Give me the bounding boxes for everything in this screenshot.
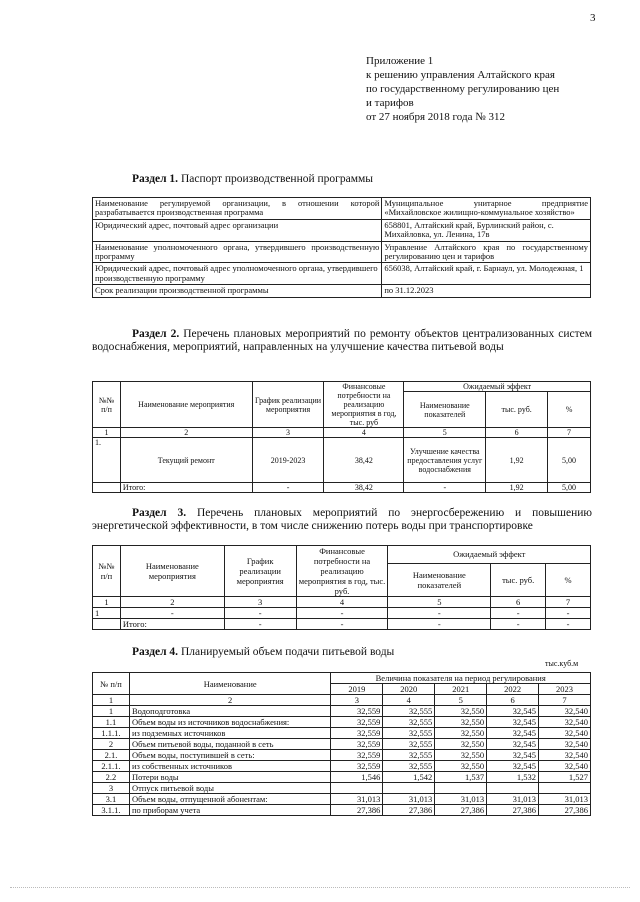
table-cell: [487, 783, 539, 794]
table-cell: 31,013: [435, 794, 487, 805]
table-row: [93, 805, 591, 816]
table-cell: 2: [120, 597, 224, 608]
table-cell: 38,42: [324, 438, 404, 483]
table-cell: 32,555: [383, 706, 435, 717]
table-cell: 32,545: [487, 706, 539, 717]
header-cell: 2023: [539, 684, 591, 695]
table-cell: 6: [491, 597, 546, 608]
header-cell: Наименование мероприятия: [120, 382, 252, 428]
table-cell: -: [388, 619, 491, 630]
header-cell: Наименование показателей: [388, 563, 491, 596]
table-cell: Наименование регулируемой организации, в отношении которой разрабатывается производственная программа: [93, 198, 382, 220]
section4-title: Раздел 4. Планируемый объем подачи питьевой воды: [132, 646, 395, 658]
table-cell: 32,555: [383, 739, 435, 750]
table-row: [93, 761, 591, 772]
table-cell: 2019-2023: [252, 438, 324, 483]
table-cell: 31,013: [487, 794, 539, 805]
table-cell: 32,545: [487, 750, 539, 761]
column-number-row: [93, 428, 591, 438]
header-cell: тыс. руб.: [486, 392, 548, 428]
table-cell: Объем воды, отпущенной абонентам:: [129, 794, 330, 805]
header-cell: Наименование: [129, 673, 330, 695]
header-cell: Финансовые потребности на реализацию мероприятия в год, тыс. руб: [324, 382, 404, 428]
table-cell: -: [296, 608, 388, 619]
header-cell: №№ п/п: [93, 382, 121, 428]
table-cell: 7: [539, 695, 591, 706]
table-total-row: [93, 483, 591, 493]
table-cell: 31,013: [331, 794, 383, 805]
table-cell: 1: [93, 608, 121, 619]
table-cell: 3: [224, 597, 296, 608]
table-cell: -: [224, 608, 296, 619]
appendix-header: [366, 54, 616, 124]
table-cell: 38,42: [324, 483, 404, 493]
table-cell: -: [388, 608, 491, 619]
table-header-row: [93, 673, 591, 684]
repair-measures-table: [92, 381, 591, 493]
table-cell: Муниципальное унитарное предприятие «Михайловское жилищно-коммунальное хозяйство»: [382, 198, 591, 220]
table-cell: 6: [486, 428, 548, 438]
table-cell: 1,92: [486, 483, 548, 493]
table-cell: -: [404, 483, 486, 493]
passport-table: [92, 197, 591, 298]
table-cell: [383, 783, 435, 794]
table-cell: Потери воды: [129, 772, 330, 783]
table-cell: 32,555: [383, 717, 435, 728]
header-cell: 2020: [383, 684, 435, 695]
table-cell: 32,540: [539, 728, 591, 739]
table-cell: 2: [93, 739, 130, 750]
table-cell: 1.: [93, 438, 121, 483]
header-cell: 2021: [435, 684, 487, 695]
table-cell: 32,540: [539, 706, 591, 717]
table-cell: 32,550: [435, 739, 487, 750]
table-cell: Объем питьевой воды, поданной в сеть: [129, 739, 330, 750]
header-cell: Финансовые потребности на реализацию мероприятия в год, тыс. руб.: [296, 546, 388, 597]
table-cell: 32,545: [487, 717, 539, 728]
table-row: [93, 219, 591, 241]
table-cell: 658801, Алтайский край, Бурлинский район, с. Михайловка, ул. Ленина, 17в: [382, 219, 591, 241]
table-cell: Текущий ремонт: [120, 438, 252, 483]
table-cell: 3.1.1.: [93, 805, 130, 816]
table-cell: 32,540: [539, 761, 591, 772]
table-cell: 3.1: [93, 794, 130, 805]
table-cell: -: [546, 608, 591, 619]
table-cell: -: [296, 619, 388, 630]
table-cell: 32,550: [435, 750, 487, 761]
table-cell: 3: [252, 428, 324, 438]
table-cell: 32,550: [435, 728, 487, 739]
table-cell: 27,386: [539, 805, 591, 816]
table-header-row: [93, 382, 591, 392]
table-cell: 32,559: [331, 750, 383, 761]
table-cell: 3: [93, 783, 130, 794]
table-cell: 5: [388, 597, 491, 608]
header-cell: 2019: [331, 684, 383, 695]
table-cell: [539, 783, 591, 794]
table-total-row: [93, 619, 591, 630]
table-cell: -: [120, 608, 224, 619]
table-cell: 32,540: [539, 739, 591, 750]
table-cell: из собственных источников: [129, 761, 330, 772]
page-divider: [10, 887, 630, 888]
table-cell: -: [224, 619, 296, 630]
table-row: [93, 772, 591, 783]
column-number-row: [93, 695, 591, 706]
appendix-line: и тарифов: [366, 97, 414, 109]
table-cell: 32,545: [487, 761, 539, 772]
table-row: [93, 717, 591, 728]
table-cell: из подземных источников: [129, 728, 330, 739]
table-cell: Юридический адрес, почтовый адрес уполномоченного органа, утвердившего производственную программу: [93, 263, 382, 285]
header-cell: %: [546, 563, 591, 596]
table-cell: по приборам учета: [129, 805, 330, 816]
table-cell: 6: [487, 695, 539, 706]
header-cell: № п/п: [93, 673, 130, 695]
table-cell: Объем воды из источников водоснабжения:: [129, 717, 330, 728]
table-row: [93, 608, 591, 619]
table-cell: 5,00: [548, 483, 591, 493]
table-cell: -: [491, 608, 546, 619]
table-cell: 656038, Алтайский край, г. Барнаул, ул. Молодежная, 1: [382, 263, 591, 285]
table-cell: Срок реализации производственной программы: [93, 285, 382, 297]
section3-title: Раздел 3. Перечень плановых мероприятий по энергосбережению и повышению энергетической эффективности, в том числе снижению потерь воды при транспортировке: [92, 507, 592, 532]
table-cell: 1: [93, 597, 121, 608]
header-cell: Наименование показателей: [404, 392, 486, 428]
table-cell: 31,013: [539, 794, 591, 805]
table-row: [93, 285, 591, 297]
appendix-line: Приложение 1: [366, 55, 434, 67]
table-cell: 2: [129, 695, 330, 706]
table-cell: 4: [296, 597, 388, 608]
table-cell: [93, 483, 121, 493]
table-cell: 32,550: [435, 706, 487, 717]
header-cell: Ожидаемый эффект: [404, 382, 591, 392]
header-cell: Величина показателя на период регулирования: [331, 673, 591, 684]
table-cell: 4: [383, 695, 435, 706]
table-cell: 32,559: [331, 739, 383, 750]
table-cell: Управление Алтайского края по государственному регулированию цен и тарифов: [382, 241, 591, 263]
table-cell: [93, 619, 121, 630]
table-cell: 3: [331, 695, 383, 706]
table-row: [93, 794, 591, 805]
table-cell: 2: [120, 428, 252, 438]
header-cell: График реализации мероприятия: [224, 546, 296, 597]
table-cell: 5: [404, 428, 486, 438]
table-cell: 1: [93, 428, 121, 438]
table-cell: 7: [548, 428, 591, 438]
table-cell: 1,546: [331, 772, 383, 783]
table-cell: -: [546, 619, 591, 630]
table-cell: 5,00: [548, 438, 591, 483]
table-cell: 5: [435, 695, 487, 706]
table-cell: Отпуск питьевой воды: [129, 783, 330, 794]
table-cell: 27,386: [383, 805, 435, 816]
table-cell: 1,537: [435, 772, 487, 783]
table-cell: 1,532: [487, 772, 539, 783]
table-cell: по 31.12.2023: [382, 285, 591, 297]
table-cell: Объем воды, поступившей в сеть:: [129, 750, 330, 761]
table-cell: 1,542: [383, 772, 435, 783]
table-cell: -: [252, 483, 324, 493]
header-cell: График реализации мероприятия: [252, 382, 324, 428]
header-cell: Ожидаемый эффект: [388, 546, 591, 564]
table-cell: 2.2: [93, 772, 130, 783]
table-row: [93, 728, 591, 739]
table-cell: 32,540: [539, 750, 591, 761]
header-cell: Наименование мероприятия: [120, 546, 224, 597]
table-row: [93, 198, 591, 220]
table-cell: 2.1.: [93, 750, 130, 761]
table-cell: 32,555: [383, 750, 435, 761]
table-cell: 32,559: [331, 706, 383, 717]
table-cell: 32,555: [383, 761, 435, 772]
table-row: [93, 263, 591, 285]
table-cell: 32,559: [331, 717, 383, 728]
table-cell: Итого:: [120, 619, 224, 630]
table-cell: Юридический адрес, почтовый адрес организации: [93, 219, 382, 241]
page-number: 3: [590, 12, 596, 24]
table-cell: [435, 783, 487, 794]
table-cell: Итого:: [120, 483, 252, 493]
section1-title: Раздел 1. Паспорт производственной программы: [132, 173, 374, 185]
table-cell: 32,550: [435, 761, 487, 772]
table-cell: 1.1: [93, 717, 130, 728]
appendix-line: к решению управления Алтайского края: [366, 69, 555, 81]
energy-measures-table: [92, 545, 591, 630]
table-cell: 32,559: [331, 761, 383, 772]
table-cell: 1: [93, 695, 130, 706]
table-cell: 27,386: [435, 805, 487, 816]
appendix-line: по государственному регулированию цен: [366, 83, 560, 95]
water-supply-table: [92, 672, 591, 816]
table-row: [93, 739, 591, 750]
table-header-row: [93, 546, 591, 564]
table-cell: 1,92: [486, 438, 548, 483]
table-cell: 32,545: [487, 728, 539, 739]
table-cell: 27,386: [487, 805, 539, 816]
header-cell: %: [548, 392, 591, 428]
table-cell: 32,555: [383, 728, 435, 739]
table-cell: -: [491, 619, 546, 630]
header-cell: №№ п/п: [93, 546, 121, 597]
table-cell: 1.1.1.: [93, 728, 130, 739]
table-cell: [331, 783, 383, 794]
unit-label: тыс.куб.м: [545, 659, 579, 668]
table-cell: 27,386: [331, 805, 383, 816]
appendix-line: от 27 ноября 2018 года № 312: [366, 111, 505, 123]
table-cell: 4: [324, 428, 404, 438]
table-cell: 32,559: [331, 728, 383, 739]
table-cell: 31,013: [383, 794, 435, 805]
table-cell: 7: [546, 597, 591, 608]
table-cell: 1: [93, 706, 130, 717]
table-cell: 32,550: [435, 717, 487, 728]
table-cell: Наименование уполномоченного органа, утвердившего производственную программу: [93, 241, 382, 263]
table-cell: 32,540: [539, 717, 591, 728]
table-row: [93, 750, 591, 761]
water-supply-body: [93, 706, 591, 816]
table-cell: Улучшение качества предоставления услуг водоснабжения: [404, 438, 486, 483]
table-cell: 1,527: [539, 772, 591, 783]
table-row: [93, 706, 591, 717]
section2-title: Раздел 2. Перечень плановых мероприятий по ремонту объектов централизованных систем водоснабжения, мероприятий, направленных на улучшение качества питьевой воды: [92, 328, 593, 353]
table-cell: Водоподготовка: [129, 706, 330, 717]
table-row: [93, 241, 591, 263]
header-cell: тыс. руб.: [491, 563, 546, 596]
table-row: [93, 438, 591, 483]
header-cell: 2022: [487, 684, 539, 695]
table-row: [93, 783, 591, 794]
table-cell: 32,545: [487, 739, 539, 750]
column-number-row: [93, 597, 591, 608]
table-cell: 2.1.1.: [93, 761, 130, 772]
